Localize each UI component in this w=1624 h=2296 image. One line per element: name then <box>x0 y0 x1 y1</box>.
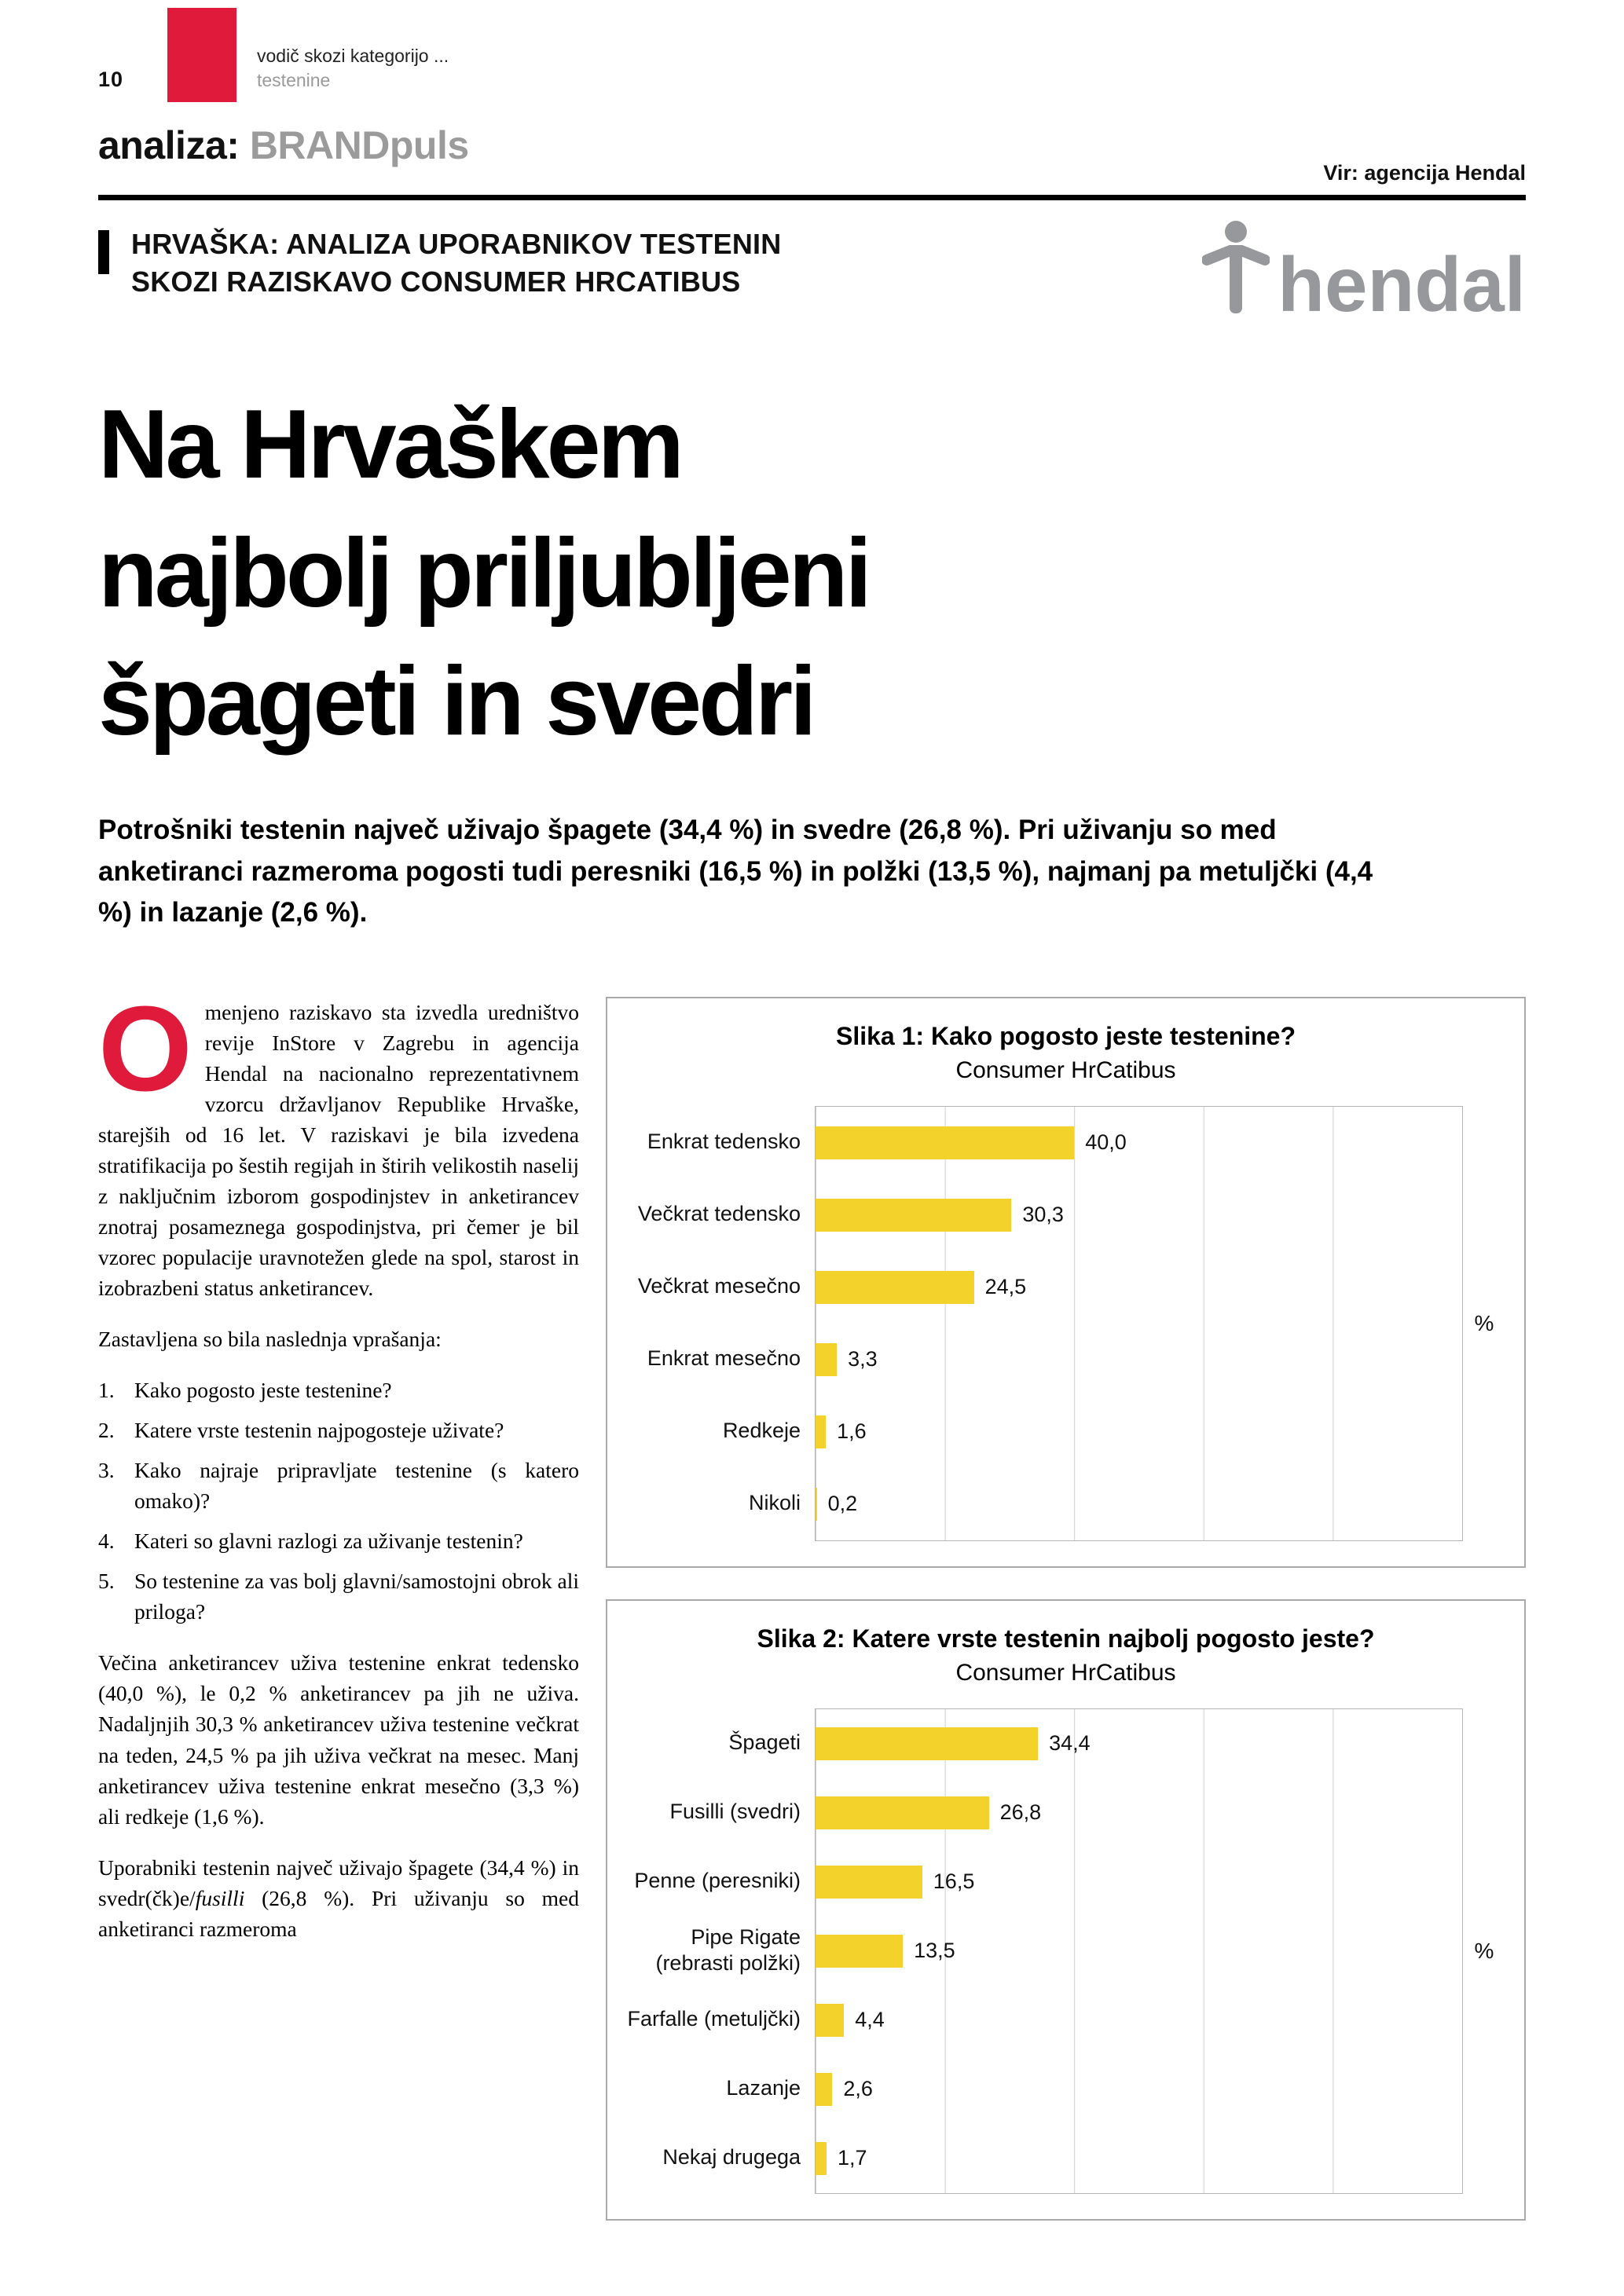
kicker-line1: vodič skozi kategorijo ... <box>257 46 449 66</box>
chart-row <box>816 1179 1462 1251</box>
questions-list <box>98 1375 579 1627</box>
question-item-3: Kako najraje pripravljate testenine (s katero omako)? <box>134 1458 579 1514</box>
headline-line1: Na Hrvaškem <box>98 390 681 499</box>
overline-text <box>131 225 781 300</box>
percent-unit-label: % <box>1474 1310 1494 1335</box>
chart-row <box>816 1251 1462 1324</box>
page-number: 10 <box>98 68 124 91</box>
chart-row <box>816 1468 1462 1540</box>
chart-row <box>816 1396 1462 1468</box>
body-paragraph-2: Večina anketirancev uživa testenine enkrat tedensko (40,0 %), le 0,2 % anketirancev pa jih ne uživa. Nadaljnjih 30,3 % anketirancev uživa testenine večkrat na teden, 24,5 % pa jih uživa večkrat na mesec. Manj anketirancev uživa testenine enkrat mesečno (3,3 %) ali redkeje (1,6 %). <box>98 1650 579 1829</box>
value-label: 13,5 <box>914 1939 955 1963</box>
chart-body <box>626 1106 1505 1541</box>
chart-row <box>816 1709 1462 1778</box>
value-label: 40,0 <box>1085 1130 1127 1155</box>
paragraph-3-text-b: (26,8 %). Pri uživanju so med anketiranci razmeroma <box>98 1885 579 1941</box>
value-label: 4,4 <box>855 2008 885 2032</box>
chart-row <box>816 2055 1462 2124</box>
value-label: 1,6 <box>837 1419 867 1444</box>
category-label: Lazanje <box>726 2076 801 2100</box>
chart-row <box>816 1778 1462 1847</box>
main-content <box>98 980 1526 2252</box>
bar <box>816 1343 837 1376</box>
value-label: 34,4 <box>1049 1731 1091 1756</box>
question-item-1: Kako pogosto jeste testenine? <box>134 1378 392 1403</box>
source-credit: Vir: agencija Hendal <box>1323 161 1526 185</box>
lead-paragraph: Potrošniki testenin največ uživajo špagete (34,4 %) in svedre (26,8 %). Pri uživanju so med anketiranci razmeroma pogosti tudi peresniki (16,5 %) in polžki (13,5 %), najmanj pa metuljčki (4,4 %) in lazanje (2,6 %). <box>98 815 1373 928</box>
percent-unit-label: % <box>1474 1938 1494 1963</box>
bar <box>816 1866 922 1899</box>
bar <box>816 2142 827 2175</box>
chart-row <box>816 1986 1462 2055</box>
chart-category-labels <box>626 1708 815 2194</box>
overline-bar <box>98 230 109 274</box>
chart-row <box>816 2124 1462 2193</box>
value-label: 30,3 <box>1022 1203 1064 1227</box>
value-label: 3,3 <box>848 1347 878 1371</box>
body-text-column <box>98 980 579 2252</box>
section-title <box>98 123 1526 168</box>
chart-subtitle: Consumer HrCatibus <box>955 1659 1176 1686</box>
chart-title: Slika 2: Katere vrste testenin najbolj pogosto jeste? <box>757 1624 1375 1653</box>
bar <box>816 1796 989 1829</box>
chart-title: Slika 1: Kako pogosto jeste testenine? <box>835 1021 1296 1050</box>
chart-row <box>816 1917 1462 1986</box>
kicker-line2: testenine <box>257 70 331 91</box>
masthead <box>98 0 1526 118</box>
dropcap: O <box>98 980 192 1116</box>
category-label: Enkrat mesečno <box>647 1346 801 1371</box>
kicker <box>257 44 449 93</box>
category-label: Enkrat tedensko <box>647 1130 801 1154</box>
hendal-wordmark: hendal <box>1278 240 1526 328</box>
bar <box>816 2073 832 2106</box>
category-label: Špageti <box>728 1730 801 1755</box>
value-label: 0,2 <box>827 1492 858 1516</box>
overline-line1: HRVAŠKA: ANALIZA UPORABNIKOV TESTENIN <box>131 228 782 260</box>
bar <box>816 1199 1011 1232</box>
body-paragraph-3 <box>98 1852 579 1944</box>
article-overline-section <box>98 225 1526 343</box>
overline-line2: SKOZI RAZISKAVO CONSUMER HRCATIBUS <box>131 265 741 298</box>
headline <box>98 381 1526 767</box>
section-header-row <box>98 123 1526 185</box>
value-label: 16,5 <box>933 1869 975 1894</box>
question-item-5: So testenine za vas bolj glavni/samostojni obrok ali priloga? <box>134 1569 579 1624</box>
value-label: 2,6 <box>843 2077 873 2101</box>
body-paragraph-1 <box>98 980 579 1303</box>
question-item-4: Kateri so glavni razlogi za uživanje testenin? <box>134 1529 523 1554</box>
category-label: Redkeje <box>722 1419 801 1443</box>
category-label: Večkrat tedensko <box>637 1202 801 1226</box>
chart-figure-1 <box>606 997 1526 1568</box>
chart-category-labels <box>626 1106 815 1541</box>
questions-intro: Zastavljena so bila naslednja vprašanja: <box>98 1326 442 1351</box>
category-label: Penne (peresniki) <box>634 1869 801 1893</box>
chart-body <box>626 1708 1505 2194</box>
chart-row <box>816 1324 1462 1396</box>
bar <box>816 1488 817 1521</box>
category-label: Pipe Rigate (rebrasti polžki) <box>655 1925 801 1975</box>
hendal-person-icon <box>1202 219 1270 318</box>
category-label: Večkrat mesečno <box>637 1274 801 1298</box>
category-label: Fusilli (svedri) <box>669 1800 801 1824</box>
section-title-black: analiza: <box>98 123 240 167</box>
chart-row <box>816 1107 1462 1179</box>
chart-subtitle: Consumer HrCatibus <box>955 1056 1176 1083</box>
divider-rule <box>98 195 1526 200</box>
paragraph-1-text: menjeno raziskavo sta izvedla uredništvo revije InStore v Zagrebu in agencija Hendal na nacionalno reprezentativnem vzorcu državljanov Republike Hrvaške, starejših od 16 let. V raziskavi je bila izvedena stratifikacija po šestih regijah in štirih velikostih naselij z naključnim izborom gospodinjstev in anketirancev znotraj posameznega gospodinjstva, pri čemer je bil vzorec populacije uravnotežen glede na spol, starost in izobrazbeni status anketirancev. <box>98 999 579 1300</box>
bar <box>816 1935 903 1968</box>
category-label: Farfalle (metuljčki) <box>627 2007 801 2031</box>
chart-row <box>816 1847 1462 1917</box>
question-item-2: Katere vrste testenin najpogosteje uživate? <box>134 1418 504 1443</box>
chart-plot-area <box>815 1106 1463 1541</box>
brand-red-block <box>167 8 236 102</box>
value-label: 1,7 <box>837 2146 867 2170</box>
bar <box>816 1727 1038 1760</box>
paragraph-3-text-a: Uporabniki testenin največ uživajo špagete (34,4 %) in svedr(čk)e/ <box>98 1855 579 1910</box>
category-label: Nekaj drugega <box>662 2145 801 2170</box>
bar <box>816 1126 1074 1159</box>
headline-line2: najbolj priljubljeni <box>98 518 869 628</box>
chart-plot-area <box>815 1708 1463 2194</box>
brandpuls-label: BRANDpuls <box>249 123 469 167</box>
value-label: 24,5 <box>984 1275 1027 1299</box>
bar <box>816 2004 844 2037</box>
value-label: 26,8 <box>999 1800 1042 1825</box>
hendal-logo <box>1202 219 1526 328</box>
bar <box>816 1271 974 1304</box>
category-label: Nikoli <box>748 1491 801 1515</box>
bar <box>816 1415 826 1448</box>
paragraph-3-italic: fusilli <box>195 1885 245 1910</box>
charts-column <box>606 997 1526 2252</box>
headline-line3: špageti in svedri <box>98 647 814 756</box>
chart-figure-2 <box>606 1599 1526 2221</box>
